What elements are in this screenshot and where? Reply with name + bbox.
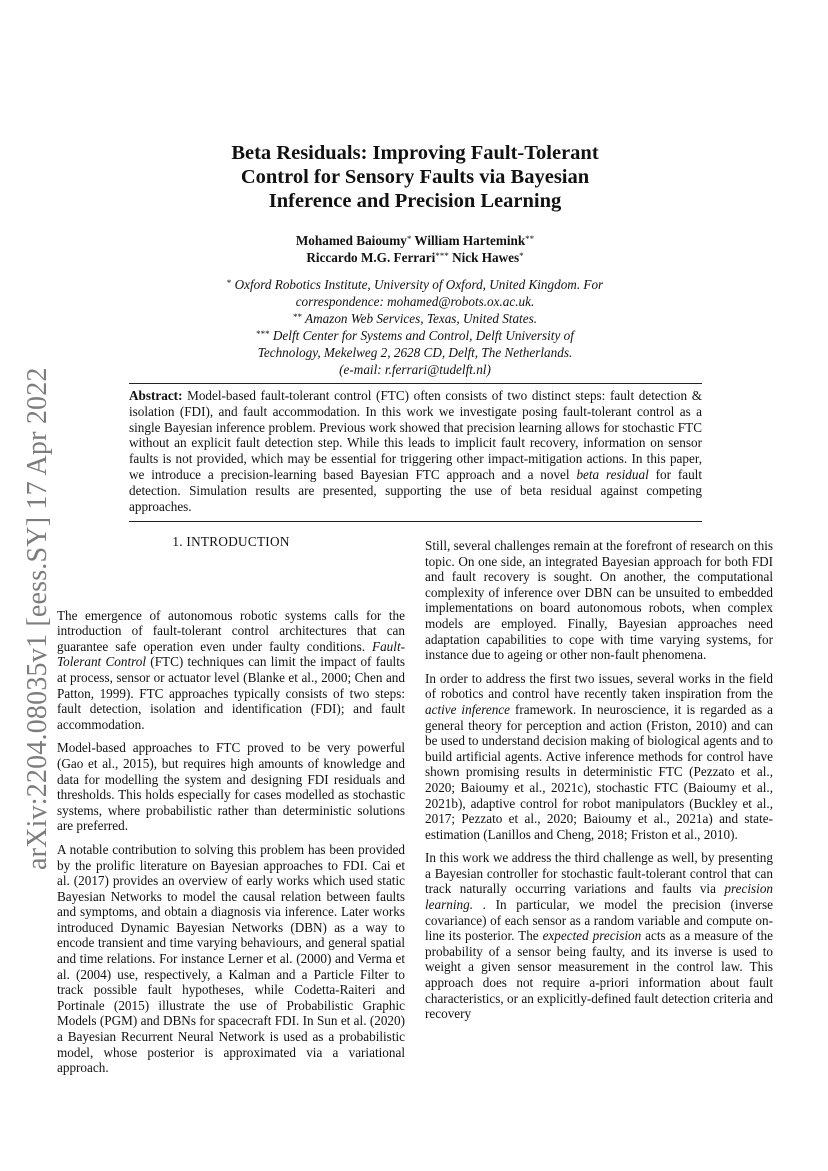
author-name: Nick Hawes — [452, 250, 520, 265]
abstract-label: Abstract: — [129, 388, 183, 403]
paragraph-text: acts as a measure of the probability of a sensor being faulty, and its inverse is used to weight a given sensor measurement in the control law. This approach does not require a-priori information about fault characteristics, or an explicitly-defined fault detection criteria and recovery — [425, 928, 774, 1022]
paragraph: Model-based approaches to FTC proved to be very powerful (Gao et al., 2015), but requires high amounts of knowledge and data for modelling the system and designing FDI residuals and thresholds. This holds especially for cases modelled as stochastic systems, where probabilistic rather than deterministic solutions are preferred. — [57, 740, 405, 834]
paragraph: Still, several challenges remain at the forefront of research on this topic. On one side, an integrated Bayesian approach for both FDI and fault recovery is sought. On another, the computational complexity of inference over DBN can be unsuited to embedded implementations on board autonomous robots, when complex models are employed. Finally, Bayesian approaches need adaptation capabilities to cope with time varying systems, for instance due to ageing or other non-fault phenomena. — [425, 538, 773, 663]
paragraph-text: (FTC) techniques can limit the impact of faults at process, sensor or actuator level (Blanke et al., 2000; Chen and Patton, 1999). FTC approaches typically consists of two steps: fault detection, isolation and identification (FDI); and fault accommodation. — [57, 654, 406, 732]
right-column — [425, 538, 773, 1030]
paragraph-text: In this work we address the third challenge as well, by presenting a Bayesian controller for stochastic fault-tolerant control that can track naturally occurring variations and faults via — [425, 850, 773, 897]
paper-title — [150, 141, 680, 213]
affiliation-line: Oxford Robotics Institute, University of Oxford, United Kingdom. For — [234, 277, 604, 292]
paragraph: A notable contribution to solving this problem has been provided by the prolific literature on Bayesian approaches to FDI. Cai et al. (2017) provides an overview of early works which used static Bayesian Networks to model the causal relation between faults and symptoms, and obtain a diagnosis via inference. Later works introduced Dynamic Bayesian Networks (DBN) as a way to encode transient and time varying behaviours, and general spatial and time relations. For instance Lerner et al. (2000) and Verma et al. (2004) use, respectively, a Kalman and a Particle Filter to track possible fault hypotheses, while Codetta-Raiteri and Portinale (2015) illustrate the use of Probabilistic Graphic Models (PGM) and DBNs for spacecraft FDI. In Sun et al. (2020) a Bayesian Recurrent Neural Network is used as a probabilistic model, whose posterior is approximated via a variational approach. — [57, 841, 405, 1076]
affiliation-mark: *** — [256, 329, 270, 339]
abstract-bottom-rule — [129, 521, 702, 522]
arxiv-identifier-stamp: arXiv:2204.08035v1 [eess.SY] 17 Apr 2022 — [22, 367, 53, 870]
paragraph — [425, 671, 773, 843]
abstract — [129, 388, 702, 514]
title-line-3: Inference and Precision Learning — [268, 190, 562, 212]
abstract-top-rule — [129, 383, 702, 384]
paragraph-text: . In particular, we model the precision (inverse covariance) of each sensor as a random variable and compute on-line its posterior. The — [425, 897, 774, 944]
affiliation-block — [170, 276, 660, 378]
paragraph-emphasis: precision learning. — [425, 881, 774, 913]
author-name: Mohamed Baioumy — [295, 233, 407, 248]
paragraph-emphasis: Fault-Tolerant Control — [57, 638, 405, 670]
affiliation-mark: *** — [435, 251, 449, 261]
paragraph-text: framework. In neuroscience, it is regarded as a general theory for perception and action (Friston, 2010) and can be used to understand decision making of biological agents and to build artificial agents. Active inference methods for control have shown promising results in deterministic FTC (Pezzato et al., 2020; Baioumy et al., 2021c), stochastic FTC (Baioumy et al., 2021b), adaptive control for robot manipulators (Buckley et al., 2017; Pezzato et al., 2020; Baioumy et al., 2021a) and state-estimation (Lanillos and Cheng, 2018; Friston et al., 2010). — [425, 701, 773, 842]
affiliation-mark: * — [519, 251, 524, 261]
paragraph — [57, 608, 405, 733]
author-list — [150, 232, 680, 266]
affiliation-line: Amazon Web Services, Texas, United States. — [305, 311, 538, 326]
title-line-1: Beta Residuals: Improving Fault-Tolerant — [231, 142, 599, 164]
paragraph-text: The emergence of autonomous robotic systems calls for the introduction of fault-tolerant control architectures that can guarantee safe operation even under faulty conditions. — [57, 607, 405, 654]
abstract-text: for fault detection. Simulation results are presented, supporting the use of beta residual against competing approaches. — [129, 466, 702, 514]
abstract-text: Model-based fault-tolerant control (FTC) often consists of two distinct steps: fault detection & isolation (FDI), and fault accommodation. In this work we investigate posing fault-tolerant control as a single Bayesian inference problem. Previous work showed that precision learning allows for stochastic FTC without an explicit fault detection step. While this leads to implicit fault recovery, information on sensor faults is not provided, which may be essential for triggering other impact-mitigation actions. In this paper, we introduce a precision-learning based Bayesian FTC approach and a novel — [129, 388, 702, 482]
paragraph — [425, 850, 773, 1022]
affiliation-line: Delft Center for Systems and Control, Delft University of — [272, 328, 574, 343]
affiliation-mark: ** — [292, 312, 302, 322]
abstract-emphasis: beta residual — [576, 466, 649, 482]
affiliation-mark: * — [226, 278, 232, 288]
section-heading: 1. INTRODUCTION — [172, 534, 290, 549]
paragraph-text: In order to address the first two issues, several works in the field of robotics and control have recently taken inspiration from the — [425, 670, 773, 702]
left-column — [57, 534, 405, 1084]
paragraph-emphasis: expected precision — [542, 928, 642, 944]
paragraph-emphasis: active inference — [425, 701, 511, 717]
affiliation-line: Technology, Mekelweg 2, 2628 CD, Delft, The Netherlands. — [257, 345, 573, 360]
affiliation-email: (e-mail: r.ferrari@tudelft.nl) — [339, 362, 491, 377]
title-line-2: Control for Sensory Faults via Bayesian — [240, 166, 590, 188]
affiliation-mark: * — [406, 234, 412, 244]
affiliation-mark: ** — [525, 234, 535, 244]
affiliation-line: correspondence: mohamed@robots.ox.ac.uk. — [295, 294, 535, 309]
author-name: Riccardo M.G. Ferrari — [306, 250, 436, 265]
author-name: William Hartemink — [414, 233, 526, 248]
